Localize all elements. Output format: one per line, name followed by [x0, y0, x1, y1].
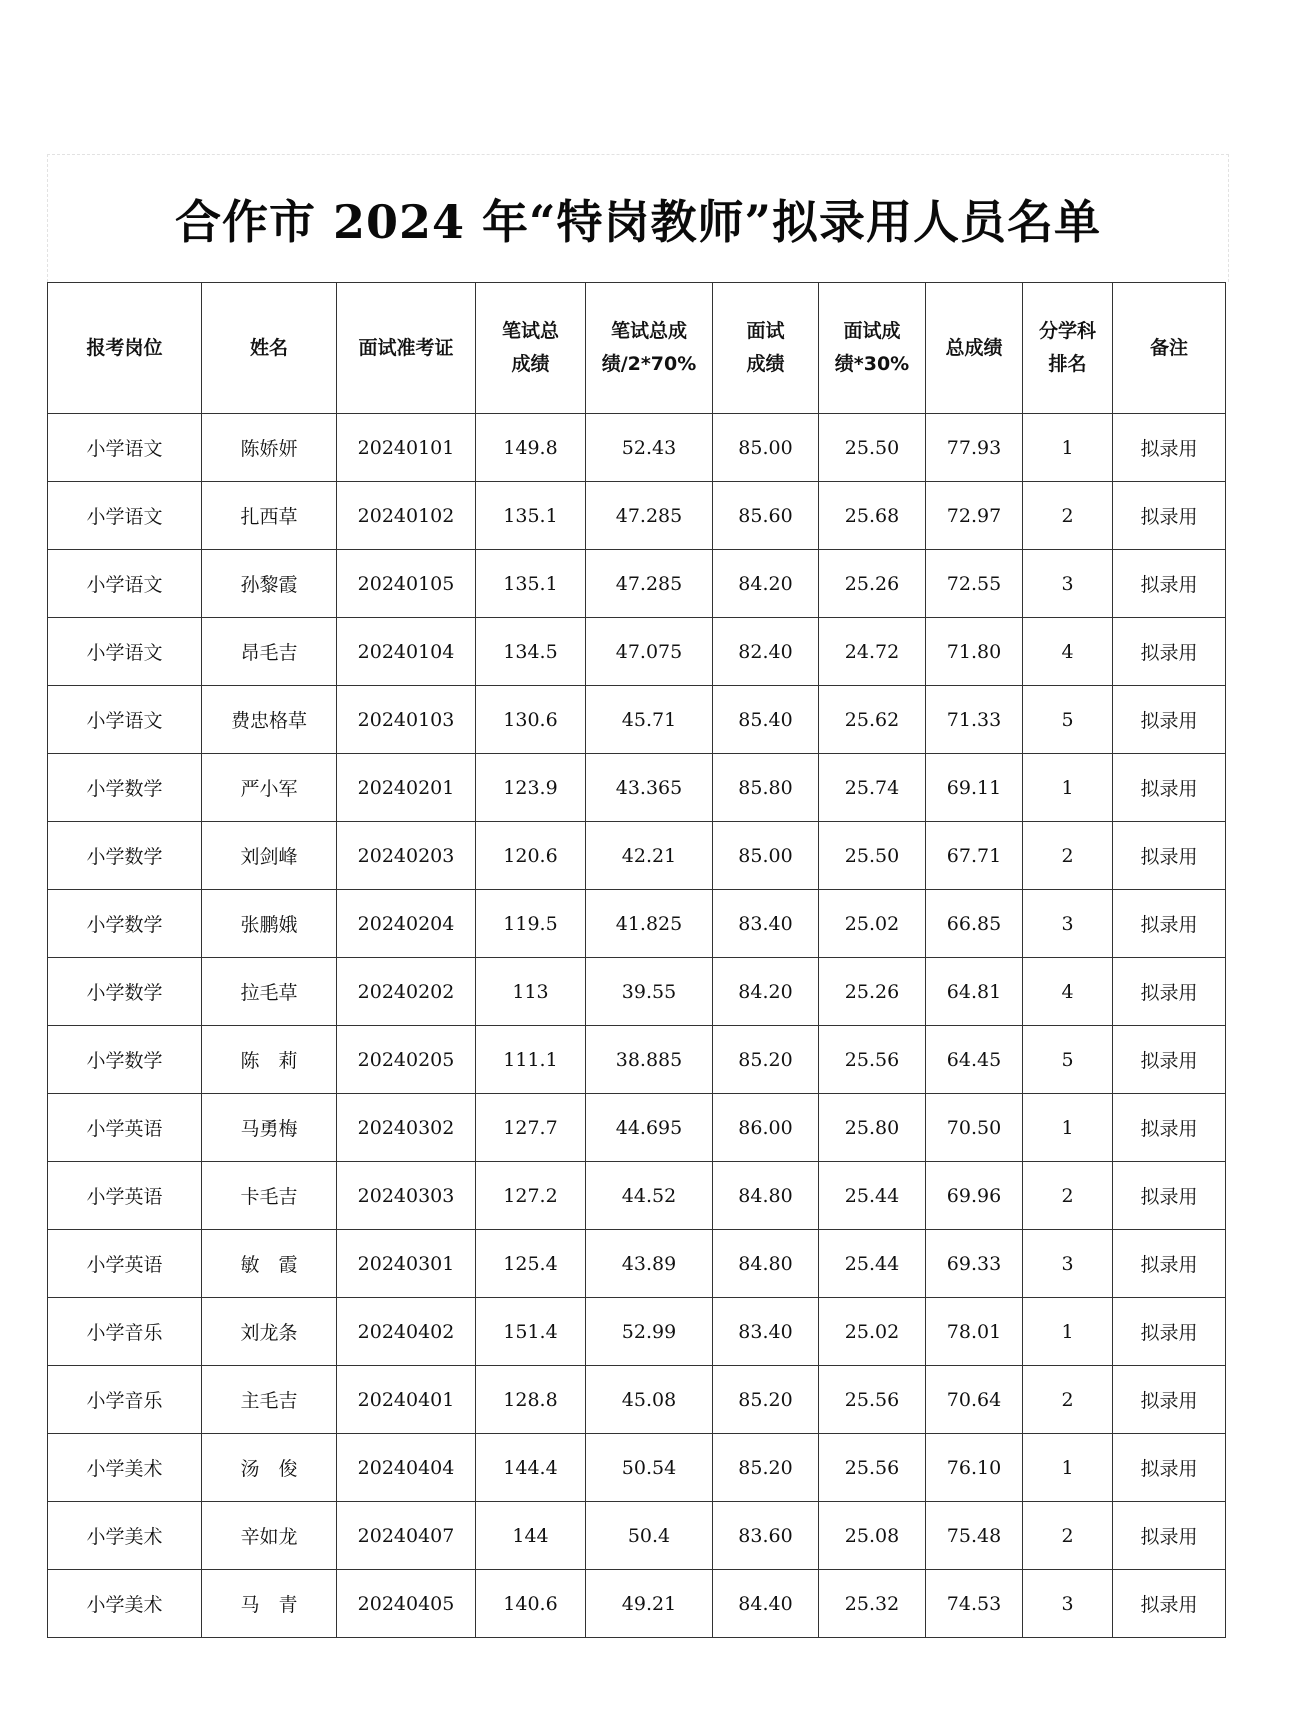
header-position: 报考岗位 [48, 283, 202, 414]
header-interview-weighted: 面试成 绩*30% [819, 283, 926, 414]
cell-written-weighted: 50.4 [586, 1502, 713, 1570]
table-row [48, 1570, 1226, 1638]
cell-total-score: 69.96 [926, 1162, 1023, 1230]
cell-subject-rank: 2 [1023, 1162, 1113, 1230]
cell-interview-score: 85.60 [713, 482, 819, 550]
cell-subject-rank: 3 [1023, 1570, 1113, 1638]
cell-name: 陈娇妍 [202, 414, 337, 482]
table-row [48, 686, 1226, 754]
cell-remark: 拟录用 [1113, 618, 1226, 686]
cell-position: 小学语文 [48, 550, 202, 618]
cell-written-weighted: 44.695 [586, 1094, 713, 1162]
title-box [47, 154, 1229, 282]
cell-written-weighted: 52.99 [586, 1298, 713, 1366]
cell-position: 小学英语 [48, 1094, 202, 1162]
cell-name: 陈 莉 [202, 1026, 337, 1094]
cell-exam-id: 20240401 [337, 1366, 476, 1434]
cell-total-score: 72.97 [926, 482, 1023, 550]
cell-interview-score: 85.20 [713, 1366, 819, 1434]
cell-interview-weighted: 25.50 [819, 822, 926, 890]
cell-exam-id: 20240201 [337, 754, 476, 822]
cell-written-weighted: 45.08 [586, 1366, 713, 1434]
cell-remark: 拟录用 [1113, 1298, 1226, 1366]
cell-written-weighted: 41.825 [586, 890, 713, 958]
header-written-weighted: 笔试总成 绩/2*70% [586, 283, 713, 414]
cell-subject-rank: 1 [1023, 1298, 1113, 1366]
cell-subject-rank: 1 [1023, 414, 1113, 482]
cell-name: 拉毛草 [202, 958, 337, 1026]
header-subject-rank: 分学科 排名 [1023, 283, 1113, 414]
cell-exam-id: 20240405 [337, 1570, 476, 1638]
cell-interview-score: 86.00 [713, 1094, 819, 1162]
cell-subject-rank: 1 [1023, 1094, 1113, 1162]
cell-name: 刘龙条 [202, 1298, 337, 1366]
header-exam-id: 面试准考证 [337, 283, 476, 414]
table-row [48, 1162, 1226, 1230]
cell-exam-id: 20240407 [337, 1502, 476, 1570]
cell-remark: 拟录用 [1113, 550, 1226, 618]
cell-remark: 拟录用 [1113, 686, 1226, 754]
cell-interview-score: 84.40 [713, 1570, 819, 1638]
admission-table [47, 282, 1226, 1638]
cell-total-score: 74.53 [926, 1570, 1023, 1638]
cell-name: 张鹏娥 [202, 890, 337, 958]
cell-exam-id: 20240105 [337, 550, 476, 618]
header-interview-score: 面试 成绩 [713, 283, 819, 414]
cell-subject-rank: 3 [1023, 550, 1113, 618]
cell-remark: 拟录用 [1113, 1230, 1226, 1298]
cell-written-weighted: 52.43 [586, 414, 713, 482]
cell-interview-weighted: 25.50 [819, 414, 926, 482]
cell-remark: 拟录用 [1113, 1366, 1226, 1434]
cell-total-score: 67.71 [926, 822, 1023, 890]
cell-subject-rank: 2 [1023, 1366, 1113, 1434]
cell-name: 辛如龙 [202, 1502, 337, 1570]
cell-exam-id: 20240202 [337, 958, 476, 1026]
cell-total-score: 72.55 [926, 550, 1023, 618]
cell-written-weighted: 38.885 [586, 1026, 713, 1094]
cell-total-score: 78.01 [926, 1298, 1023, 1366]
cell-subject-rank: 3 [1023, 1230, 1113, 1298]
cell-interview-weighted: 25.44 [819, 1230, 926, 1298]
table-row [48, 1434, 1226, 1502]
cell-interview-weighted: 25.56 [819, 1434, 926, 1502]
table-header-row [48, 283, 1226, 414]
cell-total-score: 64.45 [926, 1026, 1023, 1094]
table-row [48, 1298, 1226, 1366]
cell-interview-score: 84.80 [713, 1230, 819, 1298]
cell-exam-id: 20240404 [337, 1434, 476, 1502]
table-row [48, 482, 1226, 550]
cell-remark: 拟录用 [1113, 890, 1226, 958]
cell-position: 小学数学 [48, 754, 202, 822]
cell-written-total: 149.8 [476, 414, 586, 482]
cell-remark: 拟录用 [1113, 1162, 1226, 1230]
cell-interview-score: 82.40 [713, 618, 819, 686]
cell-interview-score: 85.20 [713, 1434, 819, 1502]
cell-position: 小学语文 [48, 414, 202, 482]
cell-written-total: 120.6 [476, 822, 586, 890]
cell-remark: 拟录用 [1113, 1094, 1226, 1162]
cell-position: 小学英语 [48, 1230, 202, 1298]
cell-name: 汤 俊 [202, 1434, 337, 1502]
cell-interview-weighted: 25.02 [819, 890, 926, 958]
cell-remark: 拟录用 [1113, 822, 1226, 890]
cell-interview-weighted: 25.32 [819, 1570, 926, 1638]
cell-interview-score: 85.00 [713, 414, 819, 482]
table-row [48, 890, 1226, 958]
cell-interview-weighted: 25.44 [819, 1162, 926, 1230]
cell-exam-id: 20240402 [337, 1298, 476, 1366]
cell-interview-score: 83.40 [713, 1298, 819, 1366]
cell-total-score: 77.93 [926, 414, 1023, 482]
cell-interview-score: 85.20 [713, 1026, 819, 1094]
cell-written-weighted: 43.89 [586, 1230, 713, 1298]
cell-written-total: 134.5 [476, 618, 586, 686]
cell-name: 刘剑峰 [202, 822, 337, 890]
table-row [48, 822, 1226, 890]
cell-written-weighted: 43.365 [586, 754, 713, 822]
cell-subject-rank: 4 [1023, 958, 1113, 1026]
cell-total-score: 76.10 [926, 1434, 1023, 1502]
cell-written-weighted: 45.71 [586, 686, 713, 754]
cell-exam-id: 20240303 [337, 1162, 476, 1230]
cell-name: 扎西草 [202, 482, 337, 550]
cell-exam-id: 20240204 [337, 890, 476, 958]
cell-exam-id: 20240101 [337, 414, 476, 482]
cell-position: 小学数学 [48, 822, 202, 890]
table-row [48, 754, 1226, 822]
cell-total-score: 64.81 [926, 958, 1023, 1026]
cell-remark: 拟录用 [1113, 1570, 1226, 1638]
cell-interview-score: 85.80 [713, 754, 819, 822]
cell-written-total: 140.6 [476, 1570, 586, 1638]
cell-subject-rank: 1 [1023, 1434, 1113, 1502]
cell-subject-rank: 2 [1023, 482, 1113, 550]
cell-name: 敏 霞 [202, 1230, 337, 1298]
cell-written-weighted: 50.54 [586, 1434, 713, 1502]
cell-interview-weighted: 25.74 [819, 754, 926, 822]
cell-interview-score: 85.40 [713, 686, 819, 754]
cell-total-score: 71.80 [926, 618, 1023, 686]
cell-interview-weighted: 25.26 [819, 550, 926, 618]
cell-interview-score: 85.00 [713, 822, 819, 890]
cell-position: 小学美术 [48, 1434, 202, 1502]
table-row [48, 1026, 1226, 1094]
cell-name: 孙黎霞 [202, 550, 337, 618]
cell-total-score: 69.33 [926, 1230, 1023, 1298]
table-row [48, 618, 1226, 686]
cell-remark: 拟录用 [1113, 754, 1226, 822]
table-row [48, 414, 1226, 482]
cell-written-total: 123.9 [476, 754, 586, 822]
cell-subject-rank: 4 [1023, 618, 1113, 686]
cell-name: 费忠格草 [202, 686, 337, 754]
table-row [48, 1094, 1226, 1162]
cell-remark: 拟录用 [1113, 958, 1226, 1026]
page-title: 合作市 2024 年“特岗教师”拟录用人员名单 [175, 194, 1101, 249]
cell-remark: 拟录用 [1113, 1502, 1226, 1570]
cell-total-score: 71.33 [926, 686, 1023, 754]
header-name: 姓名 [202, 283, 337, 414]
cell-position: 小学英语 [48, 1162, 202, 1230]
cell-interview-weighted: 25.02 [819, 1298, 926, 1366]
cell-exam-id: 20240104 [337, 618, 476, 686]
cell-name: 卡毛吉 [202, 1162, 337, 1230]
cell-position: 小学美术 [48, 1570, 202, 1638]
cell-written-total: 135.1 [476, 482, 586, 550]
cell-position: 小学数学 [48, 958, 202, 1026]
cell-written-total: 111.1 [476, 1026, 586, 1094]
cell-interview-weighted: 25.68 [819, 482, 926, 550]
cell-position: 小学数学 [48, 890, 202, 958]
cell-position: 小学音乐 [48, 1298, 202, 1366]
cell-written-total: 151.4 [476, 1298, 586, 1366]
cell-written-weighted: 49.21 [586, 1570, 713, 1638]
cell-written-total: 135.1 [476, 550, 586, 618]
cell-subject-rank: 5 [1023, 1026, 1113, 1094]
cell-total-score: 75.48 [926, 1502, 1023, 1570]
cell-written-weighted: 44.52 [586, 1162, 713, 1230]
table-row [48, 1366, 1226, 1434]
cell-written-total: 128.8 [476, 1366, 586, 1434]
cell-interview-weighted: 25.62 [819, 686, 926, 754]
header-remark: 备注 [1113, 283, 1226, 414]
cell-remark: 拟录用 [1113, 414, 1226, 482]
cell-name: 昂毛吉 [202, 618, 337, 686]
cell-interview-score: 83.60 [713, 1502, 819, 1570]
cell-written-weighted: 47.285 [586, 550, 713, 618]
cell-subject-rank: 2 [1023, 822, 1113, 890]
cell-exam-id: 20240103 [337, 686, 476, 754]
cell-position: 小学语文 [48, 618, 202, 686]
cell-position: 小学数学 [48, 1026, 202, 1094]
cell-remark: 拟录用 [1113, 482, 1226, 550]
cell-written-total: 127.2 [476, 1162, 586, 1230]
cell-written-total: 125.4 [476, 1230, 586, 1298]
cell-written-weighted: 47.285 [586, 482, 713, 550]
cell-written-total: 144 [476, 1502, 586, 1570]
cell-interview-weighted: 25.56 [819, 1366, 926, 1434]
table-row [48, 1230, 1226, 1298]
cell-written-total: 119.5 [476, 890, 586, 958]
cell-position: 小学语文 [48, 482, 202, 550]
cell-total-score: 66.85 [926, 890, 1023, 958]
cell-total-score: 70.50 [926, 1094, 1023, 1162]
cell-position: 小学美术 [48, 1502, 202, 1570]
cell-exam-id: 20240102 [337, 482, 476, 550]
cell-interview-score: 83.40 [713, 890, 819, 958]
cell-interview-weighted: 25.08 [819, 1502, 926, 1570]
cell-exam-id: 20240203 [337, 822, 476, 890]
cell-exam-id: 20240205 [337, 1026, 476, 1094]
cell-position: 小学音乐 [48, 1366, 202, 1434]
cell-interview-weighted: 25.26 [819, 958, 926, 1026]
cell-total-score: 70.64 [926, 1366, 1023, 1434]
header-written-total: 笔试总 成绩 [476, 283, 586, 414]
cell-name: 马勇梅 [202, 1094, 337, 1162]
cell-interview-score: 84.20 [713, 550, 819, 618]
table-body [48, 414, 1226, 1638]
cell-name: 主毛吉 [202, 1366, 337, 1434]
cell-name: 马 青 [202, 1570, 337, 1638]
cell-subject-rank: 5 [1023, 686, 1113, 754]
table-row [48, 550, 1226, 618]
cell-interview-score: 84.80 [713, 1162, 819, 1230]
cell-exam-id: 20240301 [337, 1230, 476, 1298]
cell-exam-id: 20240302 [337, 1094, 476, 1162]
cell-remark: 拟录用 [1113, 1026, 1226, 1094]
cell-interview-weighted: 24.72 [819, 618, 926, 686]
cell-subject-rank: 2 [1023, 1502, 1113, 1570]
cell-subject-rank: 1 [1023, 754, 1113, 822]
table-row [48, 958, 1226, 1026]
cell-name: 严小军 [202, 754, 337, 822]
table-row [48, 1502, 1226, 1570]
cell-written-weighted: 39.55 [586, 958, 713, 1026]
cell-position: 小学语文 [48, 686, 202, 754]
cell-interview-score: 84.20 [713, 958, 819, 1026]
cell-total-score: 69.11 [926, 754, 1023, 822]
cell-interview-weighted: 25.56 [819, 1026, 926, 1094]
cell-interview-weighted: 25.80 [819, 1094, 926, 1162]
cell-written-weighted: 47.075 [586, 618, 713, 686]
cell-remark: 拟录用 [1113, 1434, 1226, 1502]
cell-written-total: 144.4 [476, 1434, 586, 1502]
cell-written-total: 127.7 [476, 1094, 586, 1162]
cell-written-total: 113 [476, 958, 586, 1026]
cell-written-total: 130.6 [476, 686, 586, 754]
cell-written-weighted: 42.21 [586, 822, 713, 890]
header-total-score: 总成绩 [926, 283, 1023, 414]
cell-subject-rank: 3 [1023, 890, 1113, 958]
